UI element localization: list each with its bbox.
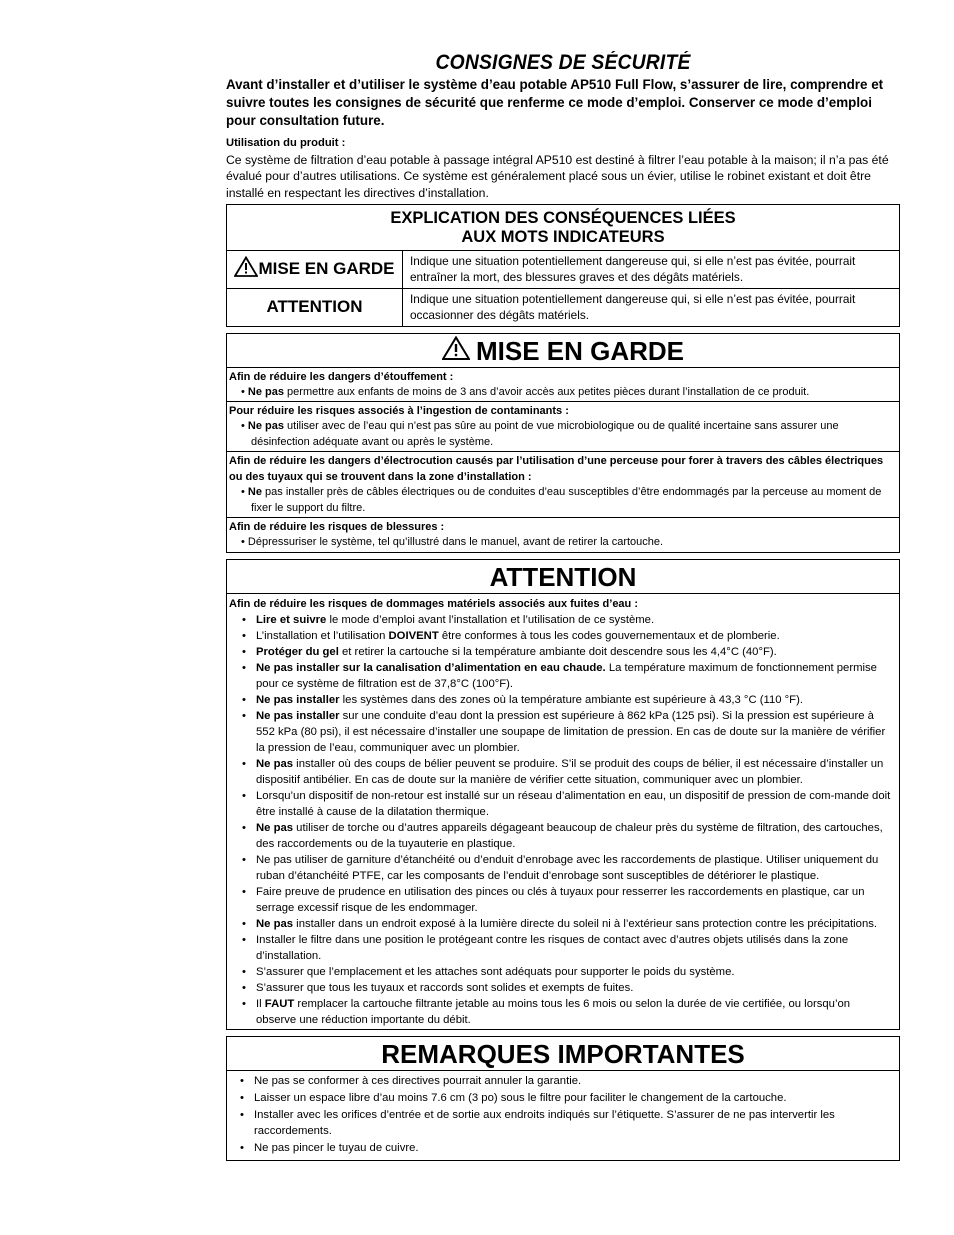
signal-row-warning xyxy=(227,251,899,289)
caution-item: • Ne pas utiliser de torche ou d’autres appareils dégageant beaucoup de chaleur près du système de filtration, des cartouches, des raccordements ou de la tuyauterie en plastique. xyxy=(229,820,893,852)
intro-paragraph: Avant d’installer et d’utiliser le système d’eau potable AP510 Full Flow, s’assurer de lire, comprendre et suivre toutes les consignes de sécurité que renferme ce mode d’emploi. Conserver ce mode d’emploi pour consultation future. xyxy=(226,77,884,128)
signal-desc-warning: Indique une situation potentiellement dangereuse qui, si elle n’est pas évitée, pourrait entraîner la mort, des blessures graves et des dégâts matériels. xyxy=(410,253,856,284)
caution-box xyxy=(226,559,900,1030)
section-item: • Ne pas permettre aux enfants de moins de 3 ans d’avoir accès aux petites pièces durant l’installation de ce produit. xyxy=(241,385,810,398)
signal-desc-caution: Indique une situation potentiellement dangereuse qui, si elle n’est pas évitée, pourrait occasionner des dégâts matériels. xyxy=(410,291,856,322)
section-heading: Afin de réduire les dangers d’électrocution causés par l’utilisation d’une perceuse pour forer à travers des câbles électriques ou des tuyaux qui se trouvent dans la zone d’installation : xyxy=(229,455,884,484)
caution-item: • Lire et suivre le mode d’emploi avant l’installation et l’utilisation de ce système. xyxy=(229,612,893,628)
notes-list xyxy=(227,1071,899,1160)
caution-body xyxy=(227,594,899,1029)
caution-list xyxy=(229,612,893,1028)
warning-section-injury xyxy=(227,518,899,552)
signal-label-warning xyxy=(227,251,403,288)
caution-title: ATTENTION xyxy=(227,560,899,594)
caution-item: • Il FAUT remplacer la cartouche filtrante jetable au moins tous les 6 mois ou selon la durée de vie certifiée, ou lorsqu’on observe une réduction importante du débit. xyxy=(229,996,893,1028)
caution-item: • Ne pas installer dans un endroit exposé à la lumière directe du soleil ni à l’extérieur sans protection contre les précipitations. xyxy=(229,916,893,932)
section-item: • Dépressuriser le système, tel qu’illustré dans le manuel, avant de retirer la cartouche. xyxy=(241,536,664,549)
signal-label-warning-text: MISE EN GARDE xyxy=(258,259,395,279)
caution-item: • Lorsqu’un dispositif de non-retour est installé sur un réseau d’alimentation en eau, un dispositif de pression de com-mande doit être installé à cause de la dilatation thermique. xyxy=(229,788,893,820)
caution-item: • Ne pas installer sur la canalisation d’alimentation en eau chaude. La température maximum de fonctionnement permise pour ce système de filtration est de 37,8°C (100°F). xyxy=(229,660,893,692)
section-heading: Afin de réduire les risques de blessures : xyxy=(229,521,445,534)
notes-title: REMARQUES IMPORTANTES xyxy=(227,1037,899,1071)
signal-words-title-line1: EXPLICATION DES CONSÉQUENCES LIÉES xyxy=(390,208,736,227)
signal-words-table xyxy=(226,204,900,327)
warning-section-contaminants xyxy=(227,402,899,452)
caution-item: • Protéger du gel et retirer la cartouche si la température ambiante doit descendre sous les 4,4°C (40°F). xyxy=(229,644,893,660)
safety-page xyxy=(226,52,900,1161)
caution-item: • S’assurer que tous les tuyaux et raccords sont solides et exempts de fuites. xyxy=(229,980,893,996)
caution-item: • L’installation et l’utilisation DOIVENT être conformes à tous les codes gouvernementaux et de plomberie. xyxy=(229,628,893,644)
signal-label-caution: ATTENTION xyxy=(227,289,403,326)
section-item: • Ne pas utiliser avec de l’eau qui n’est pas sûre au point de vue microbiologique ou de qualité incertaine sans assurer une désinfection adéquate avant ou après le système. xyxy=(241,420,839,448)
warning-title xyxy=(227,334,899,368)
note-item: • Laisser un espace libre d’au moins 7.6 cm (3 po) sous le filtre pour faciliter le changement de la cartouche. xyxy=(227,1090,893,1106)
caution-item: • Ne pas utiliser de garniture d’étanchéité ou d’enduit d’enrobage avec les raccordements de plastique. Utiliser uniquement du ruban d’étanchéité PTFE, car les composants de l’enduit d’enrobage sont susceptibles de détériorer le plastique. xyxy=(229,852,893,884)
note-item: • Ne pas pincer le tuyau de cuivre. xyxy=(227,1140,893,1156)
warning-title-text: MISE EN GARDE xyxy=(475,335,685,366)
caution-item: • Ne pas installer sur une conduite d’eau dont la pression est supérieure à 862 kPa (125 psi). Si la pression est supérieure à 552 kPa (80 psi), il est nécessaire d’installer une soupape de limitation de pression. En cas de doute sur la manière de vérifier la pression de l’eau, communiquer avec un plombier. xyxy=(229,708,893,756)
usage-heading: Utilisation du produit : xyxy=(226,137,346,149)
caution-heading: Afin de réduire les risques de dommages matériels associés aux fuites d’eau : xyxy=(229,597,638,610)
signal-row-caution xyxy=(227,289,899,326)
usage-text: Ce système de filtration d’eau potable à passage intégral AP510 est destiné à filtrer l’eau potable à la maison; il n’a pas été évalué pour d’autres utilisations. Ce système est généralement placé sous un évier, utilise le robinet existant et doit être installé en respectant les directives d’installation. xyxy=(226,153,889,200)
caution-item: • Ne pas installer où des coups de bélier peuvent se produire. S’il se produit des coups de bélier, il est nécessaire d’installer un dispositif antibélier. En cas de doute sur la manière de vérifier cette situation, communiquer avec un plombier. xyxy=(229,756,893,788)
caution-item: • Ne pas installer les systèmes dans des zones où la température ambiante est supérieure à 43,3 °C (110 °F). xyxy=(229,692,893,708)
signal-words-title-line2: AUX MOTS INDICATEURS xyxy=(461,227,665,246)
page-title: CONSIGNES DE SÉCURITÉ xyxy=(435,51,691,74)
caution-item: • Faire preuve de prudence en utilisation des pinces ou clés à tuyaux pour resserrer les raccordements en plastique, car un serrage excessif risque de les endommager. xyxy=(229,884,893,916)
section-item: • Ne pas installer près de câbles électriques ou de conduites d’eau susceptibles d’être endommagés par la perceuse au moment de fixer le support du filtre. xyxy=(241,486,882,514)
note-item: • Ne pas se conformer à ces directives pourrait annuler la garantie. xyxy=(227,1073,893,1089)
warning-triangle-icon xyxy=(442,336,470,366)
warning-box xyxy=(226,333,900,553)
section-heading: Afin de réduire les dangers d’étouffement : xyxy=(229,370,454,383)
warning-section-electrocution xyxy=(227,452,899,518)
warning-section-choking xyxy=(227,368,899,403)
caution-item: • Installer le filtre dans une position le protégeant contre les risques de contact avec d’autres objets utilisés dans la zone d’installation. xyxy=(229,932,893,964)
signal-words-title xyxy=(227,205,899,251)
warning-triangle-icon xyxy=(234,256,258,282)
note-item: • Installer avec les orifices d’entrée et de sortie aux endroits indiqués sur l’étiquette. S’assurer de ne pas intervertir les raccordements. xyxy=(227,1107,893,1139)
section-heading: Pour réduire les risques associés à l’ingestion de contaminants : xyxy=(229,405,569,418)
caution-item: • S’assurer que l’emplacement et les attaches sont adéquats pour supporter le poids du système. xyxy=(229,964,893,980)
notes-box xyxy=(226,1036,900,1161)
